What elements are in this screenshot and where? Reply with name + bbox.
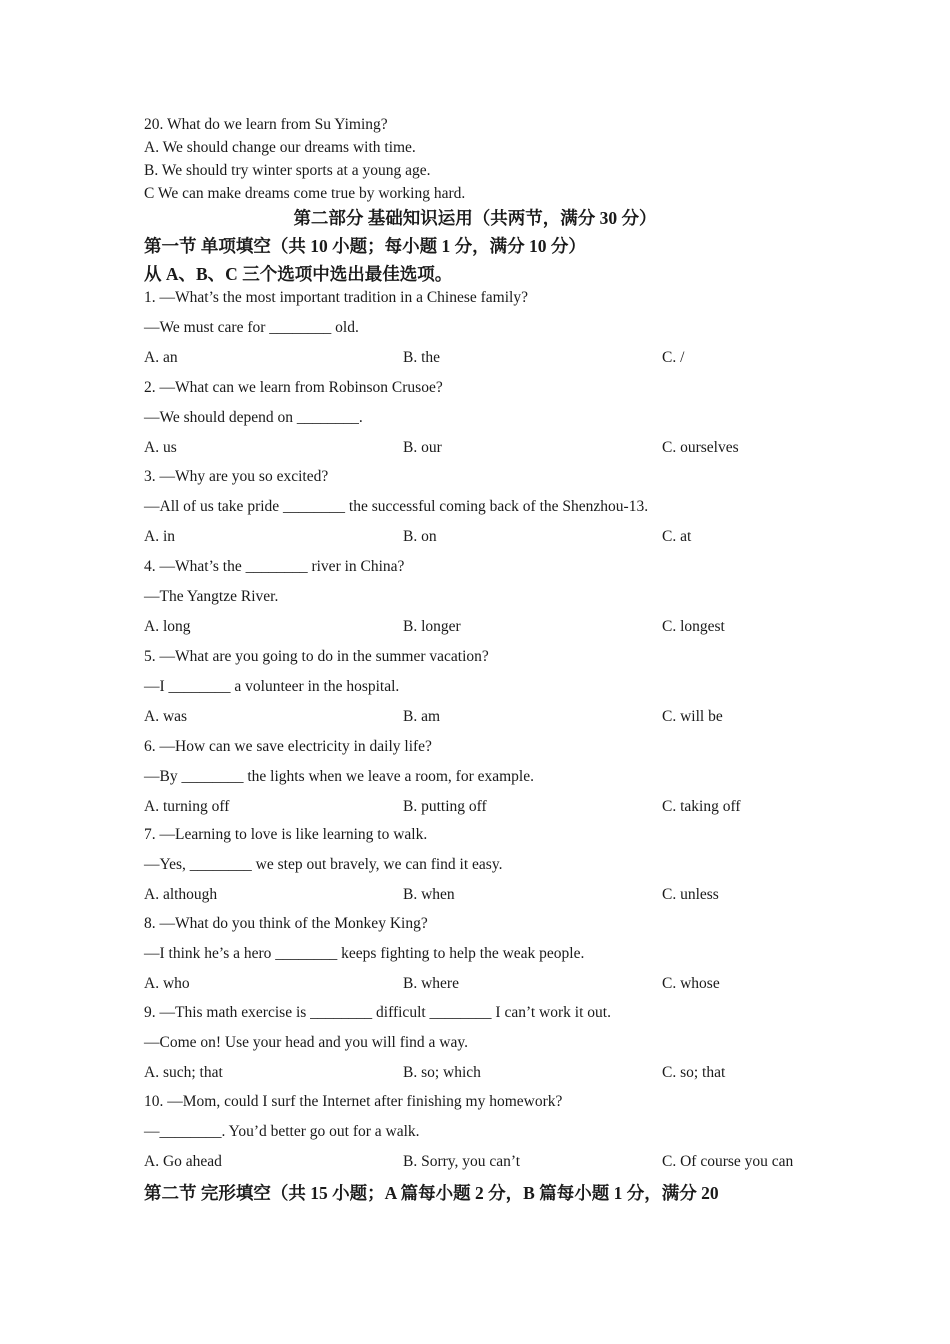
- question-response: —The Yangtze River.: [144, 588, 279, 605]
- option-a: A. turning off: [144, 798, 230, 815]
- option-a: A. in: [144, 528, 175, 545]
- q20-stem: 20. What do we learn from Su Yiming?: [144, 116, 388, 133]
- question-stem: 9. —This math exercise is ________ difficult ________ I can’t work it out.: [144, 1004, 611, 1021]
- option-c: C. whose: [662, 975, 720, 992]
- option-a: A. was: [144, 708, 188, 725]
- part2-title: 第二部分 基础知识运用（共两节，满分 30 分）: [293, 208, 657, 228]
- question-stem: 5. —What are you going to do in the summer vacation?: [144, 648, 489, 665]
- option-a: A. such; that: [144, 1064, 223, 1081]
- section1-title: 第一节 单项填空（共 10 小题；每小题 1 分，满分 10 分）: [144, 236, 586, 256]
- option-c: C. /: [662, 349, 685, 366]
- option-c: C. at: [662, 528, 692, 545]
- option-a: A. an: [144, 349, 178, 366]
- q20-option-c: C We can make dreams come true by working hard.: [144, 185, 466, 202]
- question-stem: 6. —How can we save electricity in daily life?: [144, 738, 432, 755]
- q20-option-b: B. We should try winter sports at a young age.: [144, 162, 431, 179]
- option-b: B. am: [403, 708, 441, 725]
- option-a: A. although: [144, 886, 218, 903]
- option-c: C. will be: [662, 708, 723, 725]
- option-b: B. Sorry, you can’t: [403, 1153, 521, 1170]
- question-stem: 10. —Mom, could I surf the Internet after finishing my homework?: [144, 1093, 563, 1110]
- option-b: B. the: [403, 349, 441, 366]
- question-response: —We should depend on ________.: [144, 409, 363, 426]
- question-response: —All of us take pride ________ the successful coming back of the Shenzhou-13.: [144, 498, 649, 515]
- question-response: —I think he’s a hero ________ keeps fighting to help the weak people.: [144, 945, 585, 962]
- question-stem: 8. —What do you think of the Monkey King?: [144, 915, 428, 932]
- option-c: C. longest: [662, 618, 725, 635]
- option-b: B. our: [403, 439, 442, 456]
- q20-option-a: A. We should change our dreams with time.: [144, 139, 416, 156]
- option-b: B. on: [403, 528, 437, 545]
- question-stem: 7. —Learning to love is like learning to walk.: [144, 826, 428, 843]
- question-stem: 1. —What’s the most important tradition in a Chinese family?: [144, 289, 528, 306]
- question-response: —________. You’d better go out for a walk.: [144, 1123, 420, 1140]
- question-response: —I ________ a volunteer in the hospital.: [144, 678, 400, 695]
- option-b: B. where: [403, 975, 459, 992]
- option-a: A. long: [144, 618, 191, 635]
- section1-instruction: 从 A、B、C 三个选项中选出最佳选项。: [144, 264, 453, 284]
- option-c: C. Of course you can: [662, 1153, 794, 1170]
- option-b: B. when: [403, 886, 455, 903]
- option-c: C. unless: [662, 886, 719, 903]
- option-a: A. us: [144, 439, 177, 456]
- option-b: B. longer: [403, 618, 461, 635]
- question-response: —Come on! Use your head and you will find a way.: [144, 1034, 468, 1051]
- question-response: —We must care for ________ old.: [144, 319, 359, 336]
- option-c: C. so; that: [662, 1064, 726, 1081]
- option-b: B. putting off: [403, 798, 487, 815]
- section2-title: 第二节 完形填空（共 15 小题；A 篇每小题 2 分，B 篇每小题 1 分，满分 20: [144, 1183, 719, 1203]
- question-stem: 4. —What’s the ________ river in China?: [144, 558, 405, 575]
- question-response: —By ________ the lights when we leave a room, for example.: [144, 768, 534, 785]
- question-stem: 2. —What can we learn from Robinson Crusoe?: [144, 379, 443, 396]
- question-stem: 3. —Why are you so excited?: [144, 468, 329, 485]
- option-a: A. who: [144, 975, 190, 992]
- option-b: B. so; which: [403, 1064, 481, 1081]
- option-c: C. taking off: [662, 798, 741, 815]
- question-response: —Yes, ________ we step out bravely, we can find it easy.: [144, 856, 503, 873]
- option-a: A. Go ahead: [144, 1153, 222, 1170]
- option-c: C. ourselves: [662, 439, 739, 456]
